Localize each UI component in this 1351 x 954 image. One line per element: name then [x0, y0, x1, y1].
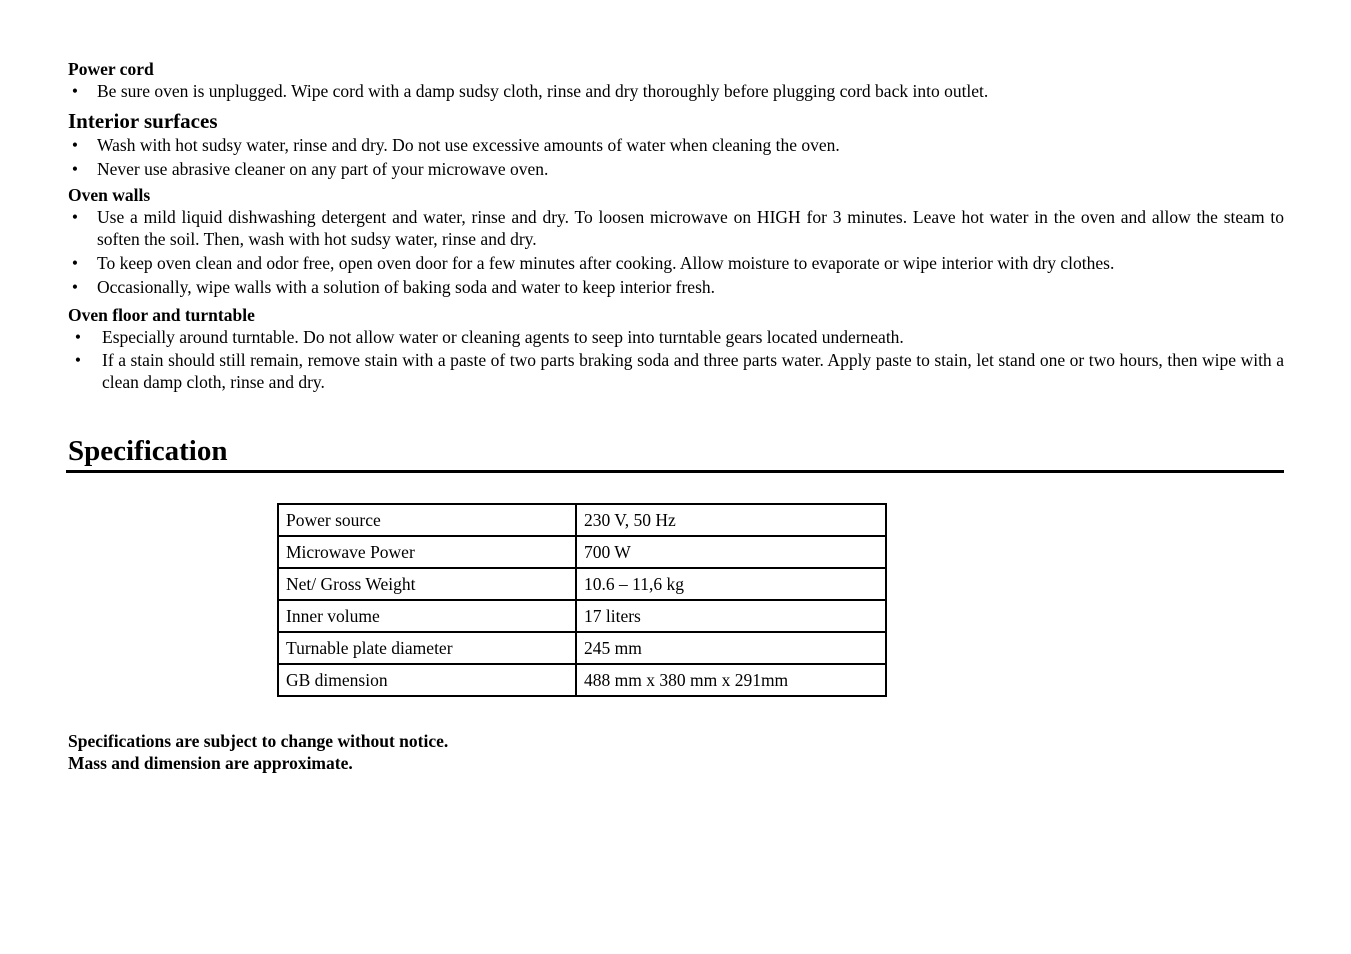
- bullet-list: [68, 326, 1284, 393]
- table-row: [278, 568, 886, 600]
- spec-label: Net/ Gross Weight: [278, 568, 576, 600]
- spec-label: Turnable plate diameter: [278, 632, 576, 664]
- document-page: [68, 58, 1284, 773]
- list-item: [68, 326, 1284, 348]
- list-item-text: Never use abrasive cleaner on any part of your microwave oven.: [97, 159, 549, 179]
- spec-label: Inner volume: [278, 600, 576, 632]
- bullet-icon: •: [74, 327, 82, 347]
- list-item-text: If a stain should still remain, remove stain with a paste of two parts braking soda and three parts water. Apply paste to stain, let stand one or two hours, then wipe with a clean damp cloth, rinse and dry.: [102, 350, 1284, 392]
- list-item: [68, 134, 1284, 156]
- spec-value: 10.6 – 11,6 kg: [576, 568, 886, 600]
- section-heading: Interior surfaces: [68, 109, 218, 133]
- list-item-text: To keep oven clean and odor free, open oven door for a few minutes after cooking. Allow moisture to evaporate or wipe interior with dry clothes.: [97, 253, 1115, 273]
- spec-value: 700 W: [576, 536, 886, 568]
- spec-label: GB dimension: [278, 664, 576, 696]
- bullet-icon: •: [71, 81, 79, 101]
- table-row: [278, 536, 886, 568]
- list-item-text: Occasionally, wipe walls with a solution of baking soda and water to keep interior fresh.: [97, 277, 716, 297]
- specification-heading: Specification: [66, 432, 1284, 473]
- bullet-icon: •: [71, 159, 79, 179]
- table-row: [278, 600, 886, 632]
- table-row: [278, 632, 886, 664]
- spec-value: 488 mm x 380 mm x 291mm: [576, 664, 886, 696]
- table-row: [278, 664, 886, 696]
- section-heading: Power cord: [68, 59, 154, 79]
- bullet-list: [68, 206, 1284, 298]
- list-item: [68, 252, 1284, 274]
- section-oven-floor: [68, 304, 1284, 393]
- spec-label: Microwave Power: [278, 536, 576, 568]
- list-item: [68, 158, 1284, 180]
- section-heading: Oven walls: [68, 185, 151, 205]
- list-item-text: Especially around turntable. Do not allow water or cleaning agents to seep into turntable gears located underneath.: [102, 327, 904, 347]
- specification-notes: [68, 730, 448, 774]
- bullet-icon: •: [71, 277, 79, 297]
- bullet-list: [68, 80, 1284, 102]
- section-power-cord: [68, 58, 1284, 102]
- list-item-text: Wash with hot sudsy water, rinse and dry. Do not use excessive amounts of water when cleaning the oven.: [97, 135, 840, 155]
- list-item: [68, 206, 1284, 250]
- section-heading: Oven floor and turntable: [68, 305, 255, 325]
- list-item-text: Use a mild liquid dishwashing detergent and water, rinse and dry. To loosen microwave on HIGH for 3 minutes. Leave hot water in the oven and allow the steam to soften the soil. Then, wash with hot sudsy water, rinse and dry.: [97, 207, 1284, 249]
- bullet-icon: •: [74, 350, 82, 370]
- bullet-icon: •: [71, 253, 79, 273]
- list-item: [68, 276, 1284, 298]
- note-text: Mass and dimension are approximate.: [68, 753, 353, 773]
- spec-value: 245 mm: [576, 632, 886, 664]
- bullet-icon: •: [71, 135, 79, 155]
- spec-label: Power source: [278, 504, 576, 536]
- bullet-list: [68, 134, 1284, 180]
- list-item-text: Be sure oven is unplugged. Wipe cord with a damp sudsy cloth, rinse and dry thoroughly before plugging cord back into outlet.: [97, 81, 989, 101]
- specification-table: [277, 503, 887, 697]
- section-oven-walls: [68, 184, 1284, 298]
- spec-value: 17 liters: [576, 600, 886, 632]
- bullet-icon: •: [71, 207, 79, 227]
- table-row: [278, 504, 886, 536]
- list-item: [68, 80, 1284, 102]
- spec-value: 230 V, 50 Hz: [576, 504, 886, 536]
- section-interior-surfaces: [68, 108, 1284, 180]
- note-text: Specifications are subject to change without notice.: [68, 731, 449, 751]
- list-item: [68, 349, 1284, 393]
